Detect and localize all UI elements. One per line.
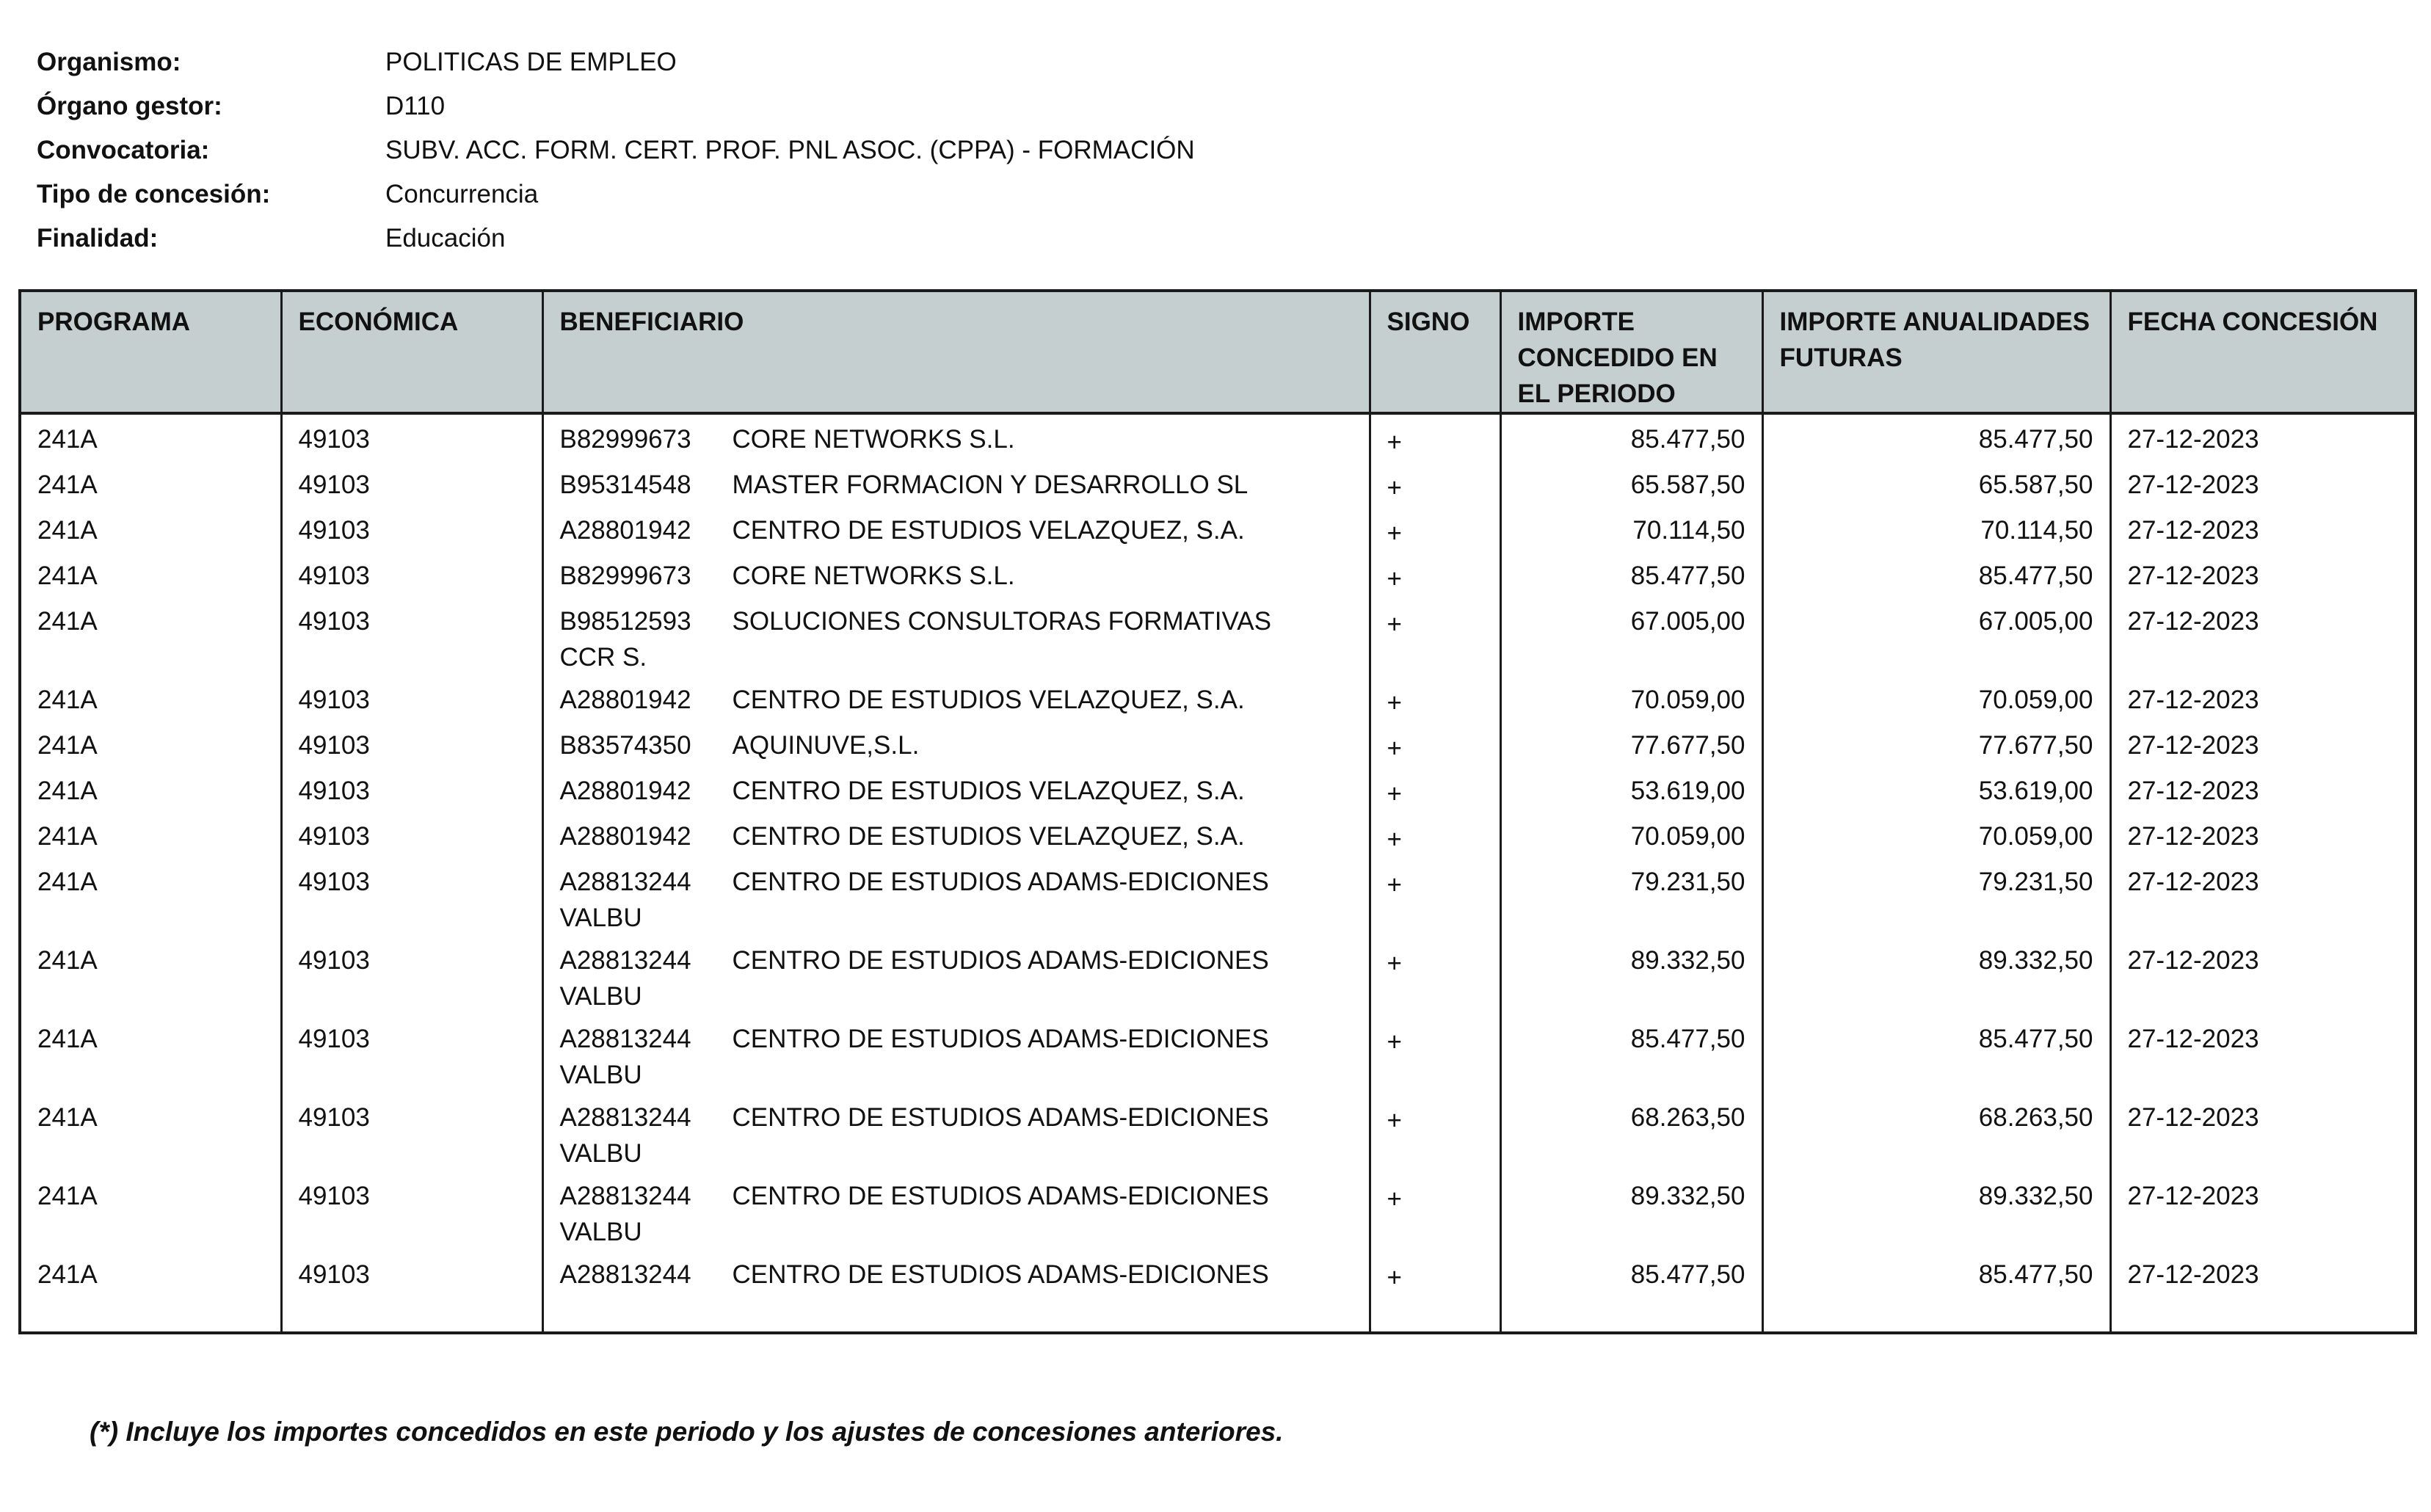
cell-economica: 49103 [281, 721, 542, 766]
cell-importe-futuras: 53.619,00 [1762, 766, 2110, 812]
cell-beneficiario [542, 766, 1370, 812]
cell-fecha: 27-12-2023 [2110, 936, 2416, 1014]
cell-importe-periodo: 77.677,50 [1500, 721, 1762, 766]
cell-importe-periodo: 85.477,50 [1500, 413, 1762, 460]
table-row [20, 460, 2416, 506]
cell-importe-futuras: 89.332,50 [1762, 936, 2110, 1014]
cell-importe-futuras: 85.477,50 [1762, 1014, 2110, 1093]
beneficiary-name: CORE NETWORKS S.L. [732, 425, 1015, 454]
cell-signo: + [1370, 413, 1500, 460]
spacer-cell [1370, 1295, 1500, 1333]
beneficiary-name-cont: VALBU [559, 1218, 642, 1246]
table-row [20, 721, 2416, 766]
spacer-cell [542, 1295, 1370, 1333]
beneficiary-name-cont: VALBU [559, 982, 642, 1011]
cell-importe-futuras: 89.332,50 [1762, 1171, 2110, 1250]
cell-signo: + [1370, 551, 1500, 597]
beneficiary-name: SOLUCIONES CONSULTORAS FORMATIVAS [732, 607, 1271, 636]
table-row [20, 413, 2416, 460]
cell-programa: 241A [37, 470, 98, 499]
cell-importe-periodo: 85.477,50 [1500, 1014, 1762, 1093]
cell-signo: + [1370, 936, 1500, 1014]
cell-signo: + [1370, 1250, 1500, 1295]
beneficiary-nif: A28813244 [559, 946, 691, 975]
beneficiary-name: CENTRO DE ESTUDIOS ADAMS-EDICIONES [732, 1182, 1269, 1210]
cell-beneficiario [542, 721, 1370, 766]
cell-importe-periodo: 70.059,00 [1500, 812, 1762, 857]
cell-beneficiario [542, 413, 1370, 460]
cell-programa: 241A [37, 946, 98, 975]
beneficiary-name: CENTRO DE ESTUDIOS ADAMS-EDICIONES [732, 1103, 1269, 1132]
cell-signo: + [1370, 506, 1500, 551]
beneficiary-nif: B98512593 [559, 607, 691, 636]
cell-programa: 241A [37, 561, 98, 590]
beneficiary-name: CENTRO DE ESTUDIOS VELAZQUEZ, S.A. [732, 777, 1245, 805]
cell-importe-periodo: 79.231,50 [1500, 857, 1762, 936]
cell-beneficiario [542, 675, 1370, 721]
cell-fecha: 27-12-2023 [2110, 551, 2416, 597]
cell-importe-futuras: 70.059,00 [1762, 675, 2110, 721]
cell-signo: + [1370, 675, 1500, 721]
beneficiary-nif: A28813244 [559, 1182, 691, 1210]
table-row [20, 1250, 2416, 1295]
cell-economica: 49103 [281, 1250, 542, 1295]
cell-economica: 49103 [281, 675, 542, 721]
table-row [20, 1171, 2416, 1250]
cell-importe-periodo: 67.005,00 [1500, 597, 1762, 675]
cell-importe-periodo: 65.587,50 [1500, 460, 1762, 506]
cell-fecha: 27-12-2023 [2110, 766, 2416, 812]
beneficiary-name: CENTRO DE ESTUDIOS VELAZQUEZ, S.A. [732, 822, 1245, 851]
beneficiary-nif: A28813244 [559, 1025, 691, 1053]
beneficiary-name-cont: CCR S. [559, 643, 647, 672]
cell-importe-futuras: 68.263,50 [1762, 1093, 2110, 1171]
table-bottom-spacer [20, 1295, 2416, 1333]
cell-importe-periodo: 89.332,50 [1500, 1171, 1762, 1250]
cell-beneficiario [542, 551, 1370, 597]
beneficiary-nif: B95314548 [559, 470, 691, 499]
cell-importe-periodo: 70.114,50 [1500, 506, 1762, 551]
beneficiary-nif: B83574350 [559, 731, 691, 760]
beneficiary-name: CENTRO DE ESTUDIOS ADAMS-EDICIONES [732, 946, 1269, 975]
beneficiary-name: CENTRO DE ESTUDIOS VELAZQUEZ, S.A. [732, 686, 1245, 714]
cell-programa: 241A [37, 607, 98, 636]
table-row [20, 506, 2416, 551]
cell-importe-futuras: 67.005,00 [1762, 597, 2110, 675]
cell-economica: 49103 [281, 413, 542, 460]
table-row [20, 857, 2416, 936]
beneficiary-name: AQUINUVE,S.L. [732, 731, 920, 760]
beneficiary-name: CENTRO DE ESTUDIOS ADAMS-EDICIONES [732, 868, 1269, 896]
spacer-cell [20, 1295, 281, 1333]
cell-programa: 241A [37, 731, 98, 760]
cell-signo: + [1370, 1093, 1500, 1171]
col-header-beneficiario: BENEFICIARIO [542, 291, 1370, 413]
cell-economica: 49103 [281, 1014, 542, 1093]
cell-fecha: 27-12-2023 [2110, 675, 2416, 721]
cell-fecha: 27-12-2023 [2110, 506, 2416, 551]
cell-economica: 49103 [281, 766, 542, 812]
cell-beneficiario [542, 506, 1370, 551]
cell-importe-futuras: 65.587,50 [1762, 460, 2110, 506]
cell-programa: 241A [37, 822, 98, 851]
table-row [20, 936, 2416, 1014]
table-header-row [20, 291, 2416, 413]
cell-beneficiario [542, 1171, 1370, 1250]
table-row [20, 1093, 2416, 1171]
beneficiary-name: CENTRO DE ESTUDIOS ADAMS-EDICIONES [732, 1260, 1269, 1289]
beneficiary-nif: A28801942 [559, 822, 691, 851]
header-field-value: Concurrencia [385, 180, 539, 208]
header-field-label: Órgano gestor: [37, 92, 222, 120]
grants-table [18, 289, 2417, 1334]
header-field-label: Finalidad: [37, 224, 159, 252]
table-row [20, 551, 2416, 597]
cell-importe-periodo: 85.477,50 [1500, 1250, 1762, 1295]
spacer-cell [281, 1295, 542, 1333]
header-field-label: Tipo de concesión: [37, 180, 271, 208]
beneficiary-name: CORE NETWORKS S.L. [732, 561, 1015, 590]
cell-programa: 241A [37, 516, 98, 545]
beneficiary-name-cont: VALBU [559, 1061, 642, 1089]
cell-signo: + [1370, 460, 1500, 506]
beneficiary-name: MASTER FORMACION Y DESARROLLO SL [732, 470, 1249, 499]
spacer-cell [2110, 1295, 2416, 1333]
cell-economica: 49103 [281, 551, 542, 597]
spacer-cell [1762, 1295, 2110, 1333]
header-field-value: D110 [385, 92, 446, 120]
cell-importe-futuras: 85.477,50 [1762, 1250, 2110, 1295]
cell-importe-periodo: 85.477,50 [1500, 551, 1762, 597]
cell-fecha: 27-12-2023 [2110, 1250, 2416, 1295]
beneficiary-nif: A28813244 [559, 1260, 691, 1289]
table-row [20, 812, 2416, 857]
spacer-cell [1500, 1295, 1762, 1333]
cell-programa: 241A [37, 1103, 98, 1132]
cell-fecha: 27-12-2023 [2110, 721, 2416, 766]
cell-programa: 241A [37, 1182, 98, 1210]
cell-importe-futuras: 70.059,00 [1762, 812, 2110, 857]
cell-beneficiario [542, 1093, 1370, 1171]
table-row [20, 675, 2416, 721]
beneficiary-name-cont: VALBU [559, 1139, 642, 1168]
cell-fecha: 27-12-2023 [2110, 413, 2416, 460]
beneficiary-nif: A28801942 [559, 516, 691, 545]
cell-beneficiario [542, 812, 1370, 857]
cell-importe-periodo: 68.263,50 [1500, 1093, 1762, 1171]
cell-beneficiario [542, 1014, 1370, 1093]
beneficiary-nif: A28813244 [559, 1103, 691, 1132]
col-header-importe-futuras: IMPORTE ANUALIDADES FUTURAS [1762, 291, 2110, 413]
beneficiary-nif: B82999673 [559, 561, 691, 590]
cell-economica: 49103 [281, 812, 542, 857]
cell-signo: + [1370, 857, 1500, 936]
cell-fecha: 27-12-2023 [2110, 1014, 2416, 1093]
beneficiary-name: CENTRO DE ESTUDIOS VELAZQUEZ, S.A. [732, 516, 1245, 545]
cell-economica: 49103 [281, 857, 542, 936]
cell-economica: 49103 [281, 506, 542, 551]
cell-programa: 241A [37, 1260, 98, 1289]
cell-economica: 49103 [281, 597, 542, 675]
cell-fecha: 27-12-2023 [2110, 460, 2416, 506]
header-field-value: SUBV. ACC. FORM. CERT. PROF. PNL ASOC. (CPPA) - FORMACIÓN [385, 136, 1195, 164]
beneficiary-nif: A28813244 [559, 868, 691, 896]
cell-importe-periodo: 89.332,50 [1500, 936, 1762, 1014]
cell-importe-periodo: 70.059,00 [1500, 675, 1762, 721]
cell-programa: 241A [37, 425, 98, 454]
cell-fecha: 27-12-2023 [2110, 857, 2416, 936]
beneficiary-nif: B82999673 [559, 425, 691, 454]
cell-economica: 49103 [281, 1171, 542, 1250]
cell-beneficiario [542, 1250, 1370, 1295]
cell-importe-futuras: 85.477,50 [1762, 413, 2110, 460]
beneficiary-name-cont: VALBU [559, 904, 642, 932]
cell-programa: 241A [37, 1025, 98, 1053]
beneficiary-nif: A28801942 [559, 777, 691, 805]
cell-programa: 241A [37, 777, 98, 805]
cell-signo: + [1370, 721, 1500, 766]
cell-signo: + [1370, 597, 1500, 675]
header-field-label: Convocatoria: [37, 136, 210, 164]
col-header-importe-periodo: IMPORTE CONCEDIDO EN EL PERIODO [1500, 291, 1762, 413]
header-field-label: Organismo: [37, 48, 181, 76]
cell-economica: 49103 [281, 936, 542, 1014]
cell-fecha: 27-12-2023 [2110, 812, 2416, 857]
cell-importe-futuras: 77.677,50 [1762, 721, 2110, 766]
cell-signo: + [1370, 766, 1500, 812]
cell-economica: 49103 [281, 1093, 542, 1171]
table-row [20, 766, 2416, 812]
cell-beneficiario [542, 460, 1370, 506]
col-header-signo: SIGNO [1370, 291, 1500, 413]
cell-beneficiario [542, 597, 1370, 675]
cell-fecha: 27-12-2023 [2110, 597, 2416, 675]
cell-signo: + [1370, 812, 1500, 857]
col-header-fecha: FECHA CONCESIÓN [2110, 291, 2416, 413]
cell-beneficiario [542, 857, 1370, 936]
beneficiary-nif: A28801942 [559, 686, 691, 714]
cell-fecha: 27-12-2023 [2110, 1171, 2416, 1250]
cell-signo: + [1370, 1171, 1500, 1250]
col-header-economica: ECONÓMICA [281, 291, 542, 413]
cell-beneficiario [542, 936, 1370, 1014]
cell-fecha: 27-12-2023 [2110, 1093, 2416, 1171]
table-row [20, 1014, 2416, 1093]
beneficiary-name: CENTRO DE ESTUDIOS ADAMS-EDICIONES [732, 1025, 1269, 1053]
cell-importe-futuras: 79.231,50 [1762, 857, 2110, 936]
table-row [20, 597, 2416, 675]
cell-programa: 241A [37, 868, 98, 896]
cell-importe-futuras: 70.114,50 [1762, 506, 2110, 551]
cell-importe-futuras: 85.477,50 [1762, 551, 2110, 597]
cell-programa: 241A [37, 686, 98, 714]
header-field-value: POLITICAS DE EMPLEO [385, 48, 677, 76]
cell-economica: 49103 [281, 460, 542, 506]
header-field-value: Educación [385, 224, 506, 252]
cell-signo: + [1370, 1014, 1500, 1093]
cell-importe-periodo: 53.619,00 [1500, 766, 1762, 812]
footnote: (*) Incluye los importes concedidos en este periodo y los ajustes de concesiones anteriores. [90, 1417, 1284, 1447]
col-header-programa: PROGRAMA [20, 291, 281, 413]
